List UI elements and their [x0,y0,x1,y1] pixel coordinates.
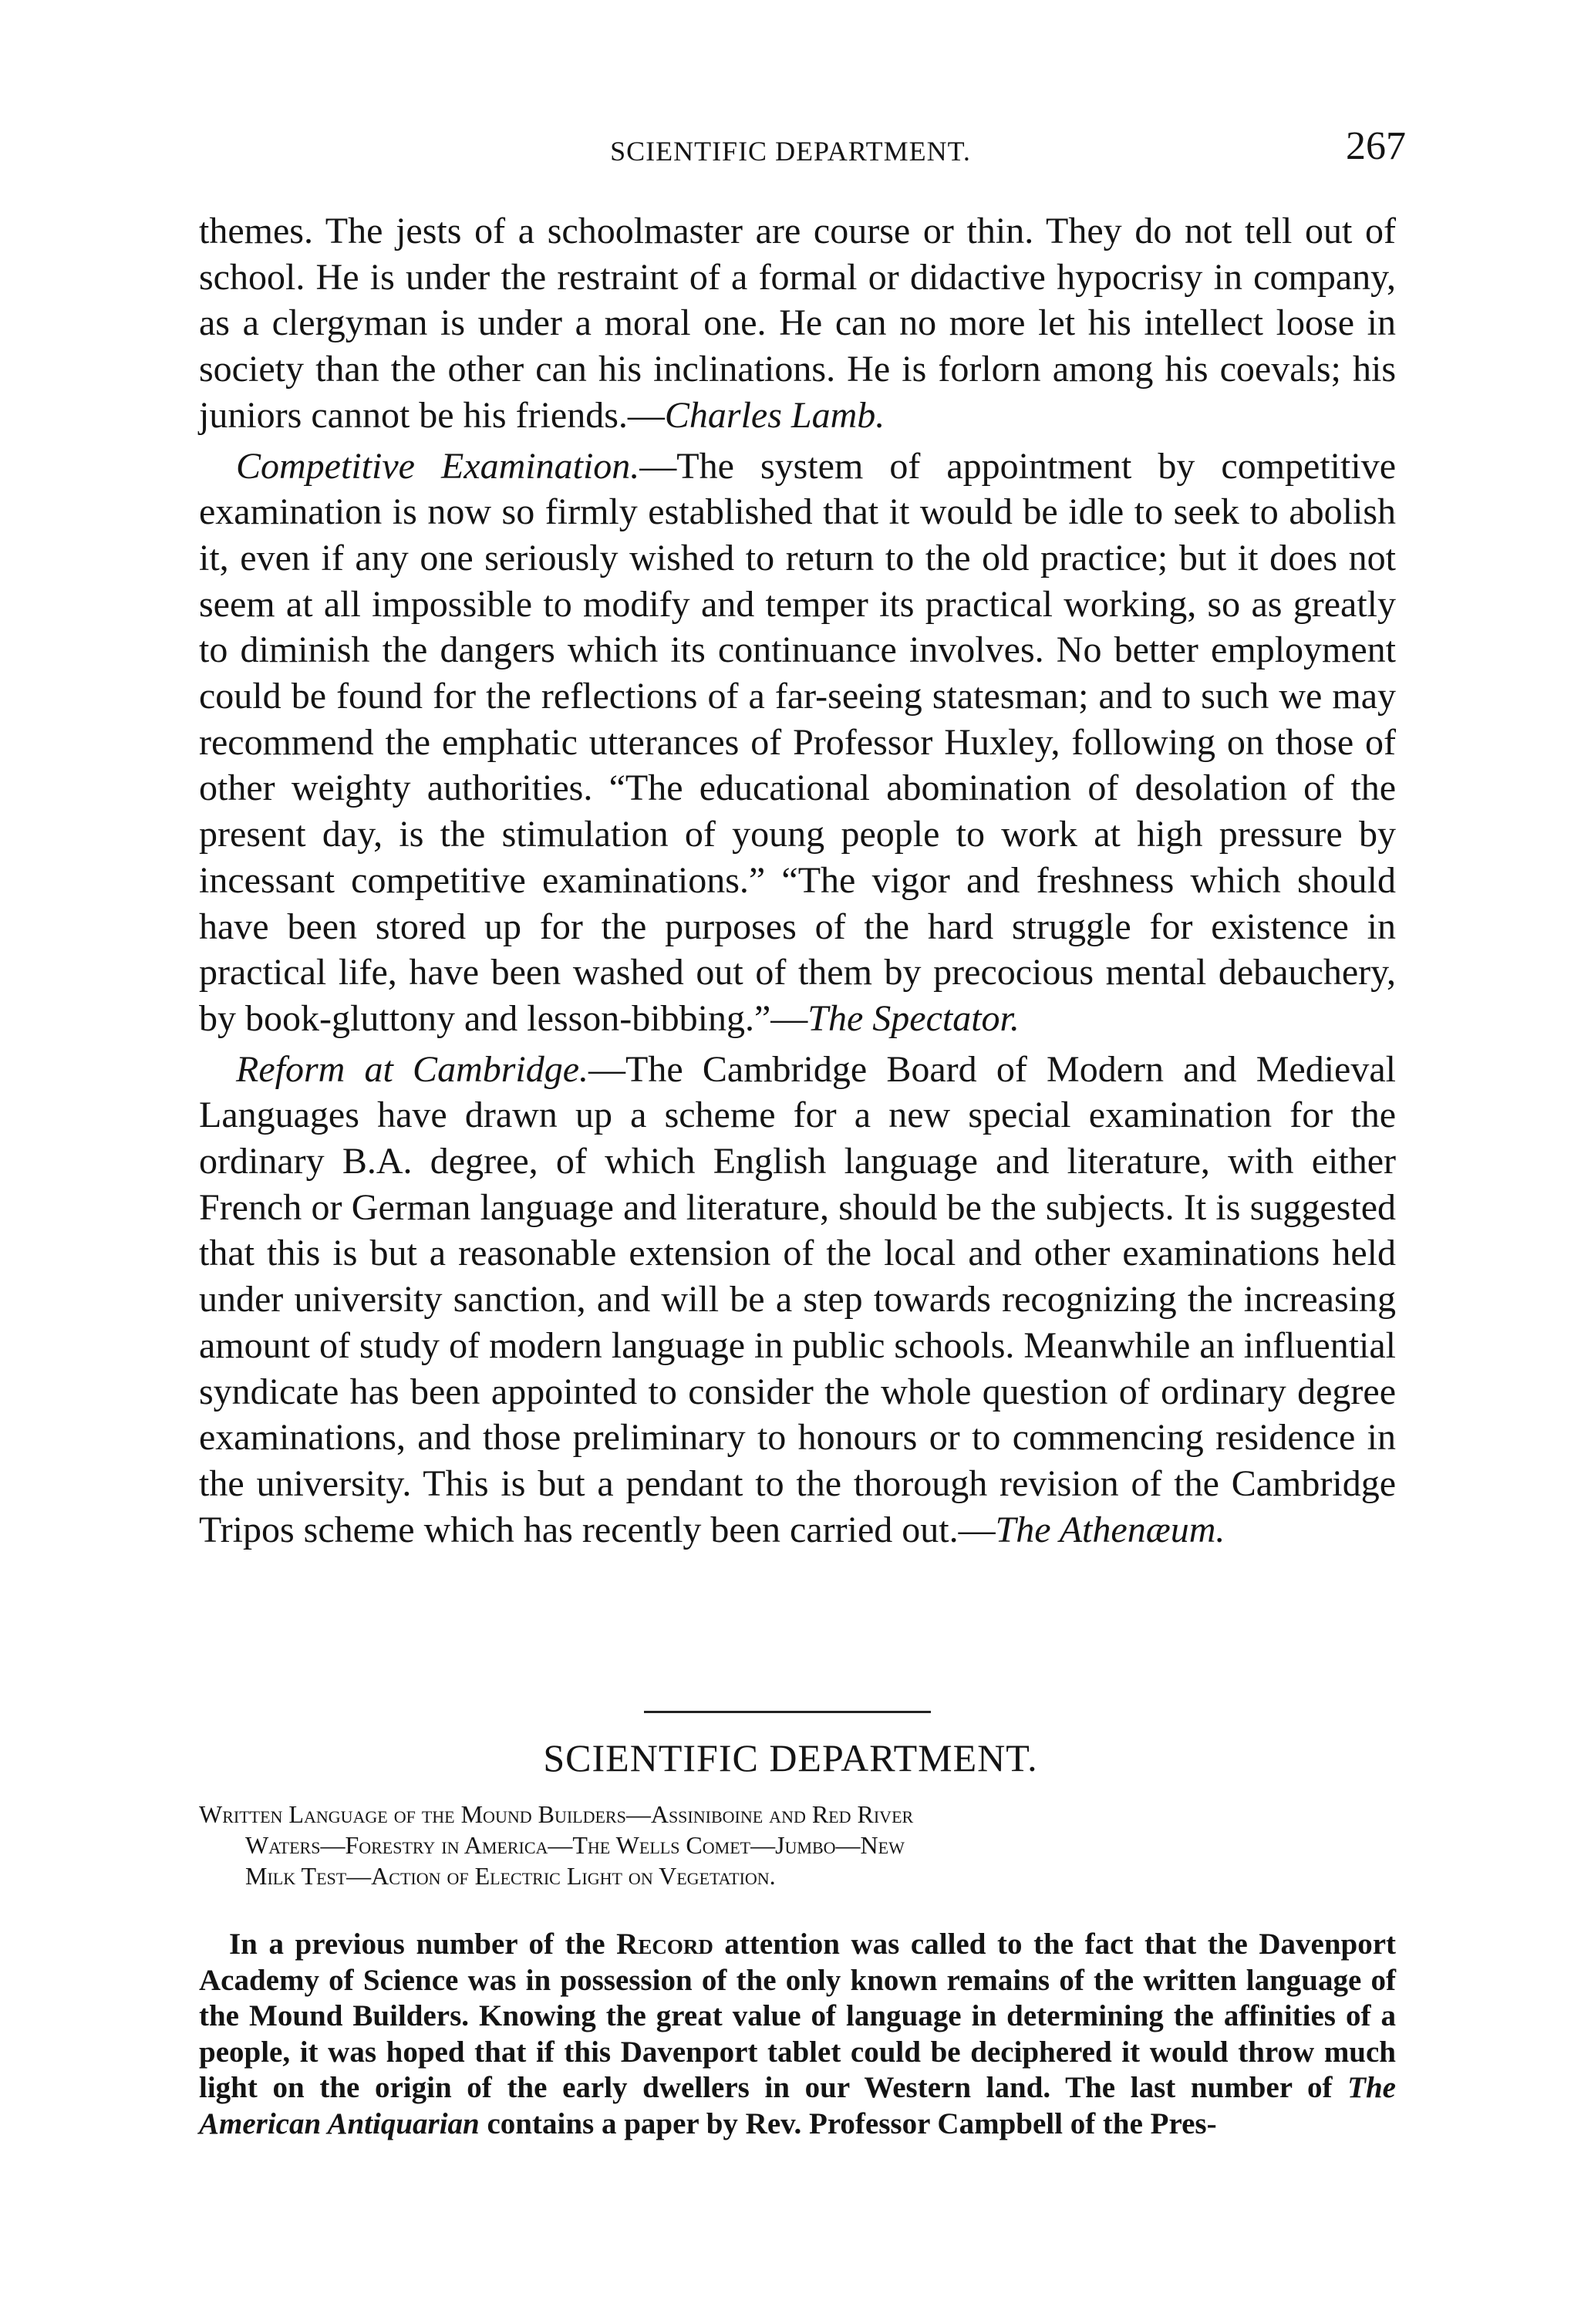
article-competitive-source: The Spectator. [807,997,1020,1039]
record-word: Record [616,1928,713,1961]
section-heading: SCIENTIFIC DEPARTMENT. [543,1736,1038,1779]
article-mound-text-1: In a previous number of the [229,1928,617,1961]
summary-line-2: Waters—Forestry in America—The Wells Comet—Jumbo—New [245,1831,905,1859]
article-competitive-title: Competitive Examination. [236,445,640,487]
article-mound-text-3: contains a paper by Rev. Professor Campbell of the Pres- [479,2106,1217,2140]
article-competitive-text: —The system of appointment by competitive examination is now so firmly established that it would be idle to seek to abolish it, even if any one seriously wished to return to the old practice; but it does not seem at all impossible to modify and temper its practical working, so as greatly to diminish the dangers which its continuance involves. No better employment could be found for the reflections of a far-seeing statesman; and to such we may recommend the emphatic utterances of Professor Huxley, following on those of other weighty authorities. “The educational abomination of desolation of the present day, is the stimulation of young people to work at high pressure by incessant competitive examinations.” “The vigor and freshness which should have been stored up for the purposes of the hard struggle for existence in practical life, have been washed out of them by precocious mental debauchery, by book-gluttony and lesson-bibbing.”— [199,445,1396,1039]
article-cambridge-title: Reform at Cambridge. [236,1048,589,1090]
article-cambridge-source: The Athenæum. [995,1509,1225,1550]
article-mound-builders [199,1927,1396,2142]
article-lamb-text: themes. The jests of a schoolmaster are course or thin. They do not tell out of school. He is under the restraint of a formal or didactive hypocrisy in company, as a clergyman is under a moral one. He can no more let his intellect loose in society than the other can his inclinations. He is forlorn among his coevals; his juniors cannot be his friends.— [199,211,1396,436]
article-lamb [199,208,1396,439]
page-number: 267 [1346,124,1406,168]
article-cambridge-text: —The Cambridge Board of Modern and Medieval Languages have drawn up a scheme for a new special examination for the ordinary B.A. degree, of which English language and literature, with either French or German language and literature, should be the subjects. It is suggested that this is but a reasonable extension of the local and other examinations held under university sanction, and will be a step towards recognizing the increasing amount of study of modern language in public schools. Meanwhile an influential syndicate has been appointed to consider the whole question of ordinary degree examinations, and those preliminary to honours or to commencing residence in the university. This is but a pendant to the thorough revision of the Cambridge Tripos scheme which has recently been carried out.— [199,1048,1396,1550]
section-divider [644,1711,931,1713]
summary-line-3: Milk Test—Action of Electric Light on Vegetation. [245,1862,776,1890]
article-lamb-source: Charles Lamb. [664,394,885,436]
article-competitive-examination [199,444,1396,1042]
running-title: SCIENTIFIC DEPARTMENT. [610,136,971,167]
journal-title: The American Antiquarian [199,2071,1396,2140]
article-reform-cambridge [199,1047,1396,1553]
main-text-column [199,208,1396,1553]
article-mound-text-2: attention was called to the fact that the Davenport Academy of Science was in possession of the only known remains of the written language of the Mound Builders. Knowing the great value of language in determining the affinities of a people, it was hoped that if this Davenport tablet could be deciphered it would throw much light on the origin of the early dwellers in our Western land. The last number of [199,1928,1396,2104]
summary-line-1: Written Language of the Mound Builders—Assiniboine and Red River [199,1800,914,1828]
section-summary [199,1799,1396,1891]
